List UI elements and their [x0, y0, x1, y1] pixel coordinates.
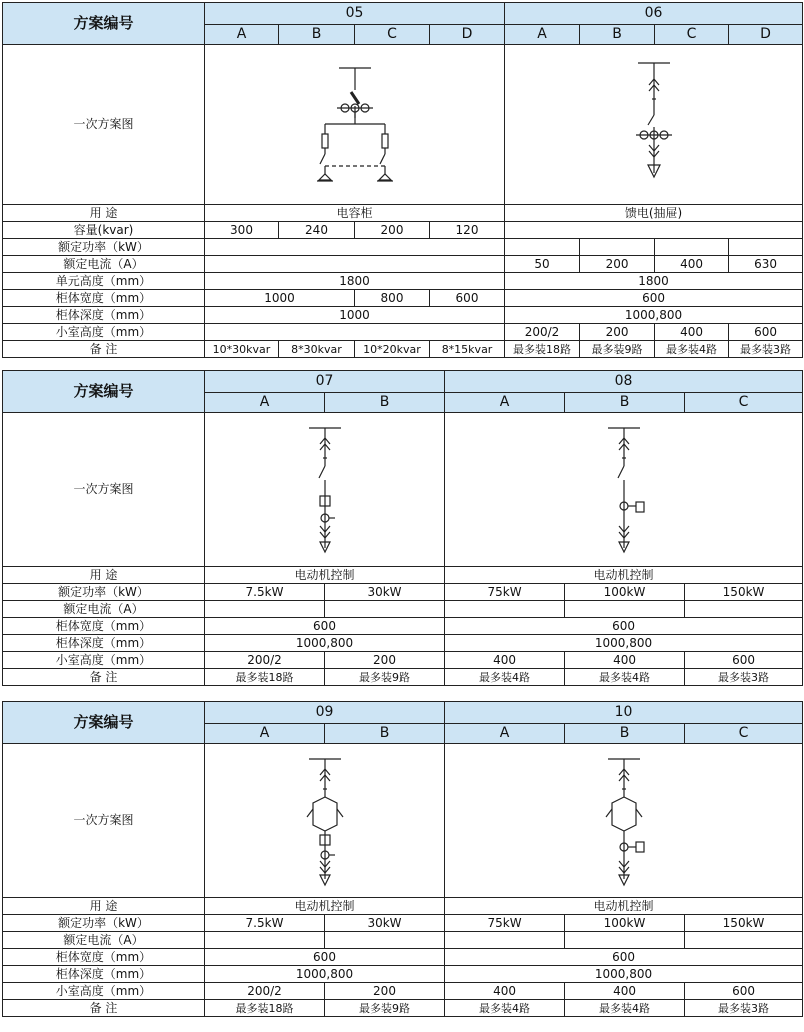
note-06-c: 最多装4路: [655, 341, 729, 358]
diagram-06: [505, 45, 803, 205]
sub-08-b: B: [565, 393, 685, 413]
power-10-c: 150kW: [685, 915, 803, 932]
power-label: 额定功率（kW）: [3, 584, 205, 601]
sub-07-a: A: [205, 393, 325, 413]
room-10-b: 400: [565, 983, 685, 1000]
feeder-circuit-diagram: [594, 55, 714, 195]
scheme-no-label: 方案编号: [3, 702, 205, 744]
diagram-10: [445, 744, 803, 898]
note-08-a: 最多装4路: [445, 669, 565, 686]
note-05-b: 8*30kvar: [279, 341, 355, 358]
note-05-d: 8*15kvar: [430, 341, 505, 358]
current-07-b: [325, 601, 445, 618]
power-07-a: 7.5kW: [205, 584, 325, 601]
room-06-a: 200/2: [505, 324, 580, 341]
group-08: 08: [445, 371, 803, 393]
depth-label: 柜体深度（mm）: [3, 966, 205, 983]
unit-height-05: 1800: [205, 273, 505, 290]
note-05-c: 10*20kvar: [355, 341, 430, 358]
group-05: 05: [205, 3, 505, 25]
note-05-a: 10*30kvar: [205, 341, 279, 358]
sub-05-a: A: [205, 25, 279, 45]
unit-height-06: 1800: [505, 273, 803, 290]
depth-08: 1000,800: [445, 635, 803, 652]
sub-06-d: D: [729, 25, 803, 45]
depth-10: 1000,800: [445, 966, 803, 983]
diagram-07: [205, 413, 445, 567]
diagram-05: [205, 45, 505, 205]
power-08-c: 150kW: [685, 584, 803, 601]
room-height-label: 小室高度（mm）: [3, 652, 205, 669]
remark-label: 备 注: [3, 1000, 205, 1017]
capacity-05-c: 200: [355, 222, 430, 239]
unit-height-label: 单元高度（mm）: [3, 273, 205, 290]
group-09: 09: [205, 702, 445, 724]
current-08-b: [565, 601, 685, 618]
scheme-table-05-06: [2, 2, 803, 358]
room-09-b: 200: [325, 983, 445, 1000]
usage-05: 电容柜: [205, 205, 505, 222]
sub-08-a: A: [445, 393, 565, 413]
motor-circuit-diagram: [584, 420, 664, 560]
width-06: 600: [505, 290, 803, 307]
current-10-a: [445, 932, 565, 949]
capacitor-circuit-diagram: [295, 60, 415, 190]
usage-09: 电动机控制: [205, 898, 445, 915]
room-07-a: 200/2: [205, 652, 325, 669]
width-09: 600: [205, 949, 445, 966]
note-10-b: 最多装4路: [565, 1000, 685, 1017]
note-06-b: 最多装9路: [580, 341, 655, 358]
room-08-b: 400: [565, 652, 685, 669]
power-08-a: 75kW: [445, 584, 565, 601]
sub-06-a: A: [505, 25, 580, 45]
motor-circuit-diagram: [285, 751, 365, 891]
usage-07: 电动机控制: [205, 567, 445, 584]
motor-circuit-diagram: [285, 420, 365, 560]
power-06-d: [729, 239, 803, 256]
sub-08-c: C: [685, 393, 803, 413]
sub-05-c: C: [355, 25, 430, 45]
room-06-b: 200: [580, 324, 655, 341]
width-label: 柜体宽度（mm）: [3, 290, 205, 307]
diagram-08: [445, 413, 803, 567]
sub-06-b: B: [580, 25, 655, 45]
note-08-c: 最多装3路: [685, 669, 803, 686]
depth-09: 1000,800: [205, 966, 445, 983]
note-10-c: 最多装3路: [685, 1000, 803, 1017]
depth-07: 1000,800: [205, 635, 445, 652]
room-09-a: 200/2: [205, 983, 325, 1000]
power-06-c: [655, 239, 729, 256]
power-label: 额定功率（kW）: [3, 915, 205, 932]
current-09-b: [325, 932, 445, 949]
remark-label: 备 注: [3, 669, 205, 686]
scheme-table-07-08: [2, 370, 803, 686]
sub-09-a: A: [205, 724, 325, 744]
depth-label: 柜体深度（mm）: [3, 307, 205, 324]
motor-circuit-diagram: [584, 751, 664, 891]
capacity-05-a: 300: [205, 222, 279, 239]
usage-label: 用 途: [3, 898, 205, 915]
room-06-c: 400: [655, 324, 729, 341]
sub-10-a: A: [445, 724, 565, 744]
sub-09-b: B: [325, 724, 445, 744]
scheme-table-09-10: [2, 701, 803, 1017]
power-06-a: [505, 239, 580, 256]
current-10-c: [685, 932, 803, 949]
room-06-d: 600: [729, 324, 803, 341]
current-09-a: [205, 932, 325, 949]
diagram-09: [205, 744, 445, 898]
room-10-a: 400: [445, 983, 565, 1000]
room-10-c: 600: [685, 983, 803, 1000]
current-07-a: [205, 601, 325, 618]
room-07-b: 200: [325, 652, 445, 669]
group-07: 07: [205, 371, 445, 393]
note-08-b: 最多装4路: [565, 669, 685, 686]
current-08-c: [685, 601, 803, 618]
note-06-d: 最多装3路: [729, 341, 803, 358]
current-08-a: [445, 601, 565, 618]
power-06-b: [580, 239, 655, 256]
capacity-06: [505, 222, 803, 239]
width-08: 600: [445, 618, 803, 635]
current-10-b: [565, 932, 685, 949]
current-06-c: 400: [655, 256, 729, 273]
note-09-a: 最多装18路: [205, 1000, 325, 1017]
note-07-a: 最多装18路: [205, 669, 325, 686]
power-08-b: 100kW: [565, 584, 685, 601]
usage-10: 电动机控制: [445, 898, 803, 915]
width-label: 柜体宽度（mm）: [3, 949, 205, 966]
usage-08: 电动机控制: [445, 567, 803, 584]
group-10: 10: [445, 702, 803, 724]
sub-05-d: D: [430, 25, 505, 45]
power-10-a: 75kW: [445, 915, 565, 932]
width-label: 柜体宽度（mm）: [3, 618, 205, 635]
sub-10-c: C: [685, 724, 803, 744]
power-05: [205, 239, 505, 256]
capacity-label: 容量(kvar): [3, 222, 205, 239]
depth-05: 1000: [205, 307, 505, 324]
scheme-no-label: 方案编号: [3, 3, 205, 45]
width-07: 600: [205, 618, 445, 635]
power-07-b: 30kW: [325, 584, 445, 601]
depth-label: 柜体深度（mm）: [3, 635, 205, 652]
diagram-label: 一次方案图: [3, 744, 205, 898]
diagram-label: 一次方案图: [3, 413, 205, 567]
power-09-b: 30kW: [325, 915, 445, 932]
width-05-c: 800: [355, 290, 430, 307]
capacity-05-b: 240: [279, 222, 355, 239]
width-05-ab: 1000: [205, 290, 355, 307]
group-06: 06: [505, 3, 803, 25]
sub-10-b: B: [565, 724, 685, 744]
usage-label: 用 途: [3, 567, 205, 584]
note-10-a: 最多装4路: [445, 1000, 565, 1017]
current-06-a: 50: [505, 256, 580, 273]
usage-label: 用 途: [3, 205, 205, 222]
current-label: 额定电流（A）: [3, 932, 205, 949]
depth-06: 1000,800: [505, 307, 803, 324]
current-label: 额定电流（A）: [3, 601, 205, 618]
remark-label: 备 注: [3, 341, 205, 358]
room-08-c: 600: [685, 652, 803, 669]
note-09-b: 最多装9路: [325, 1000, 445, 1017]
power-10-b: 100kW: [565, 915, 685, 932]
sub-05-b: B: [279, 25, 355, 45]
current-05: [205, 256, 505, 273]
usage-06: 馈电(抽屉): [505, 205, 803, 222]
note-06-a: 最多装18路: [505, 341, 580, 358]
room-height-label: 小室高度（mm）: [3, 983, 205, 1000]
room-08-a: 400: [445, 652, 565, 669]
room-05: [205, 324, 505, 341]
current-label: 额定电流（A）: [3, 256, 205, 273]
sub-06-c: C: [655, 25, 729, 45]
width-05-d: 600: [430, 290, 505, 307]
room-height-label: 小室高度（mm）: [3, 324, 205, 341]
power-label: 额定功率（kW）: [3, 239, 205, 256]
width-10: 600: [445, 949, 803, 966]
diagram-label: 一次方案图: [3, 45, 205, 205]
power-09-a: 7.5kW: [205, 915, 325, 932]
current-06-d: 630: [729, 256, 803, 273]
scheme-no-label: 方案编号: [3, 371, 205, 413]
sub-07-b: B: [325, 393, 445, 413]
note-07-b: 最多装9路: [325, 669, 445, 686]
current-06-b: 200: [580, 256, 655, 273]
capacity-05-d: 120: [430, 222, 505, 239]
